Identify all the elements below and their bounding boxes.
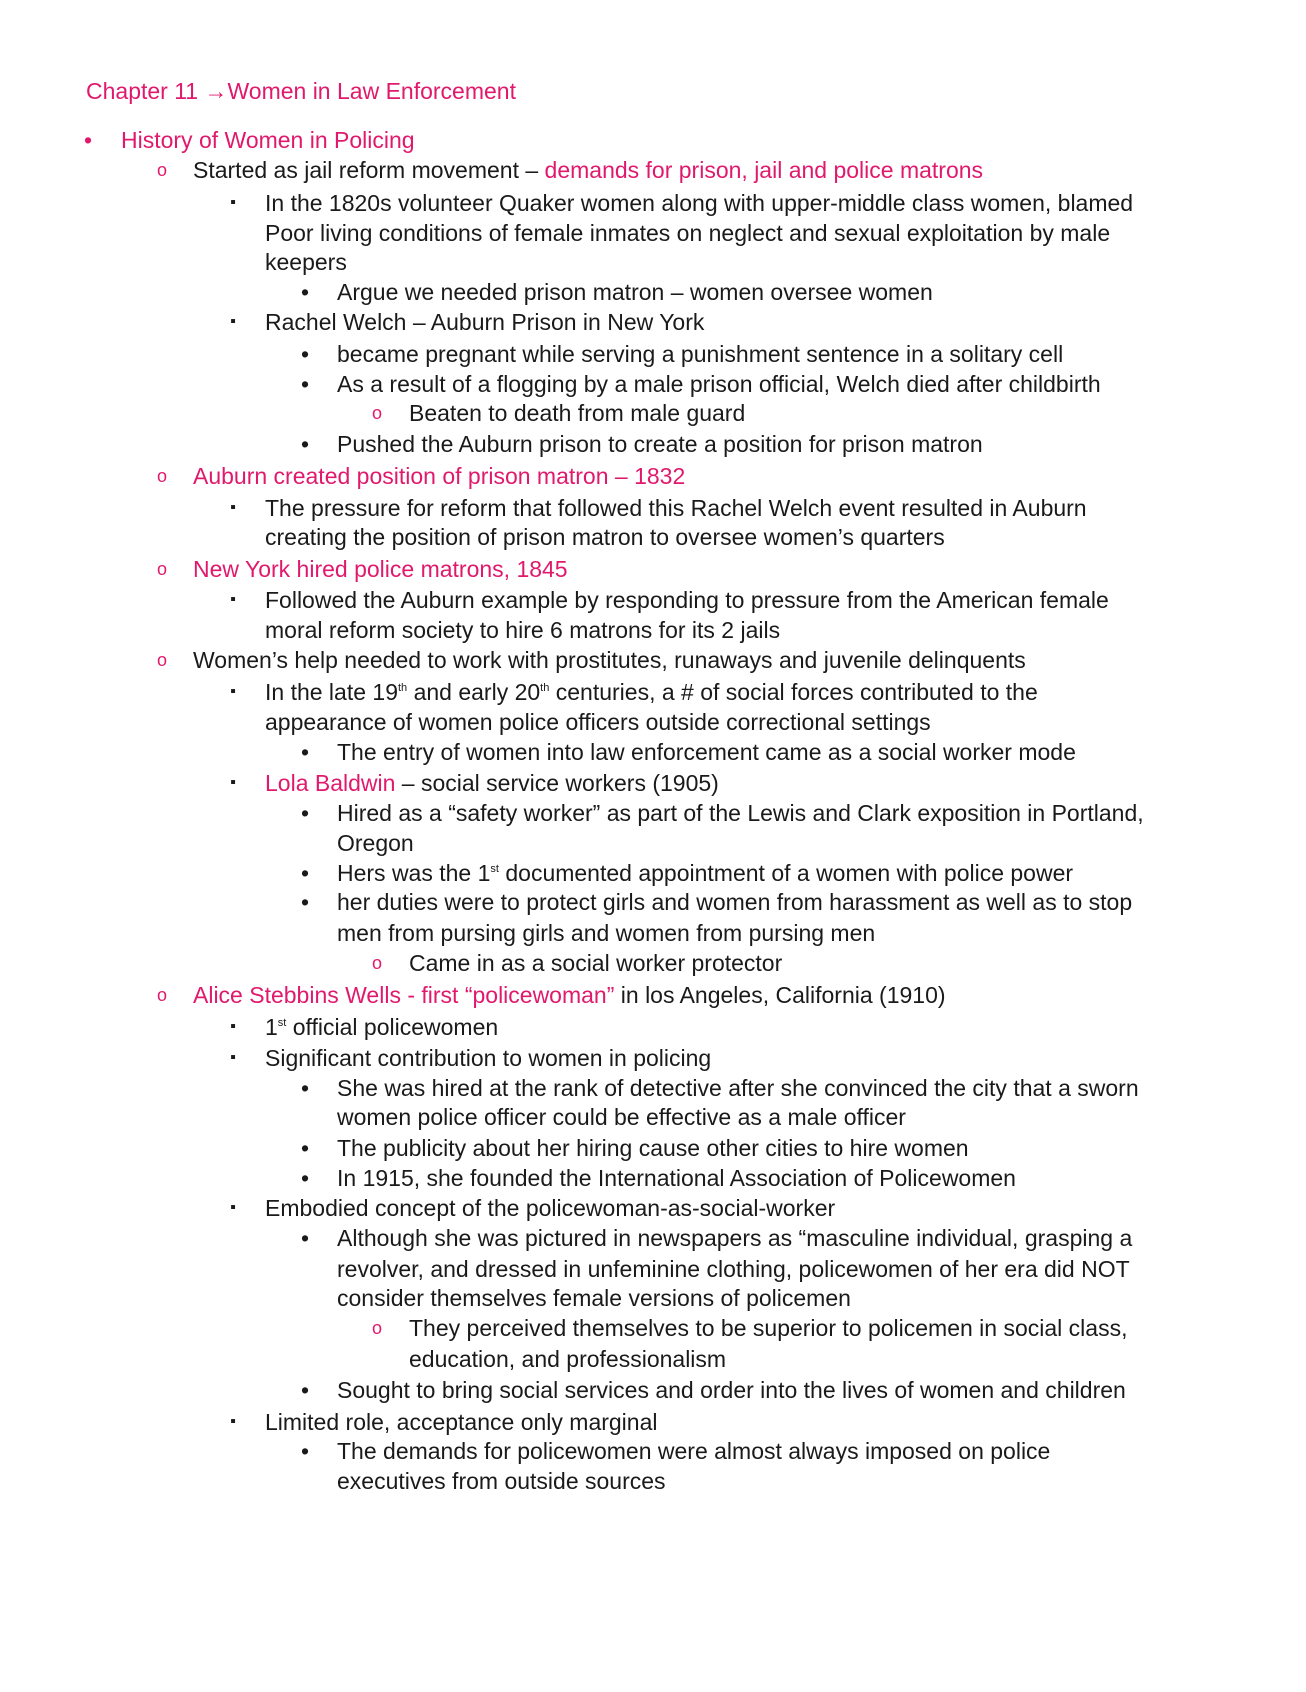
outline-line bbox=[193, 645, 1026, 675]
outline-line bbox=[337, 1436, 1050, 1466]
outline-line bbox=[337, 858, 1073, 888]
text-segment: Significant contribution to women in policing bbox=[265, 1045, 712, 1071]
outline-line bbox=[193, 461, 685, 491]
text-segment: Pushed the Auburn prison to create a position for prison matron bbox=[337, 431, 983, 457]
outline-line bbox=[409, 1313, 1127, 1343]
bullet-disc-icon: • bbox=[300, 431, 310, 457]
bullet-circle-icon: o bbox=[156, 985, 167, 1005]
text-segment: In the 1820s volunteer Quaker women along with upper-middle class women, blamed bbox=[265, 190, 1134, 216]
bullet-square-icon: ▪ bbox=[230, 194, 236, 211]
text-segment: Followed the Auburn example by responding to pressure from the American female bbox=[265, 587, 1109, 613]
outline-line bbox=[409, 948, 782, 978]
text-segment: Women’s help needed to work with prostitutes, runaways and juvenile delinquents bbox=[193, 647, 1026, 673]
bullet-circle-icon: o bbox=[371, 1318, 382, 1338]
bullet-disc-icon: • bbox=[300, 279, 310, 305]
bullet-disc-icon: • bbox=[300, 889, 310, 915]
text-segment: education, and professionalism bbox=[409, 1346, 727, 1372]
outline-line bbox=[409, 398, 745, 428]
text-segment: As a result of a flogging by a male prison official, Welch died after childbirth bbox=[337, 371, 1101, 397]
text-segment: keepers bbox=[265, 249, 347, 275]
text-segment: and early 20 bbox=[407, 679, 541, 705]
bullet-square-icon: ▪ bbox=[230, 1199, 236, 1216]
outline-line bbox=[121, 125, 415, 155]
outline-line bbox=[337, 887, 1132, 917]
text-segment: The demands for policewomen were almost always imposed on police bbox=[337, 1438, 1051, 1464]
outline-line bbox=[265, 585, 1109, 615]
text-segment: In 1915, she founded the International Association of Policewomen bbox=[337, 1165, 1016, 1191]
bullet-square-icon: ▪ bbox=[230, 774, 236, 791]
text-segment: centuries, a # of social forces contributed to the bbox=[549, 679, 1038, 705]
bullet-circle-icon: o bbox=[371, 403, 382, 423]
outline-line bbox=[193, 980, 946, 1010]
text-segment: The pressure for reform that followed this Rachel Welch event resulted in Auburn bbox=[265, 495, 1087, 521]
bullet-disc-icon: • bbox=[83, 127, 93, 153]
text-segment: Limited role, acceptance only marginal bbox=[265, 1409, 658, 1435]
text-segment: Sought to bring social services and order into the lives of women and children bbox=[337, 1377, 1126, 1403]
outline-line bbox=[409, 1344, 726, 1374]
text-segment: Poor living conditions of female inmates on neglect and sexual exploitation by male bbox=[265, 220, 1111, 246]
outline-line bbox=[337, 1375, 1126, 1405]
bullet-disc-icon: • bbox=[300, 1438, 310, 1464]
text-segment: women police officer could be effective as a male officer bbox=[337, 1104, 906, 1130]
bullet-disc-icon: • bbox=[300, 1165, 310, 1191]
outline-line bbox=[337, 1466, 666, 1496]
outline-line bbox=[337, 798, 1144, 828]
text-segment: Alice Stebbins Wells - first “policewoman” bbox=[193, 982, 615, 1008]
text-segment: revolver, and dressed in unfeminine clothing, policewomen of her era did NOT bbox=[337, 1256, 1130, 1282]
outline-line bbox=[265, 615, 780, 645]
bullet-disc-icon: • bbox=[300, 371, 310, 397]
text-segment: became pregnant while serving a punishment sentence in a solitary cell bbox=[337, 341, 1064, 367]
superscript: st bbox=[490, 863, 499, 875]
bullet-circle-icon: o bbox=[156, 559, 167, 579]
outline-line bbox=[337, 1133, 969, 1163]
bullet-square-icon: ▪ bbox=[230, 313, 236, 330]
outline-line bbox=[265, 677, 1038, 707]
arrow-icon: → bbox=[204, 78, 228, 104]
outline-line bbox=[337, 1254, 1130, 1284]
outline-line bbox=[265, 707, 931, 737]
outline-line bbox=[193, 155, 983, 185]
bullet-square-icon: ▪ bbox=[230, 683, 236, 700]
superscript: th bbox=[398, 682, 408, 694]
bullet-square-icon: ▪ bbox=[230, 591, 236, 608]
outline-line bbox=[265, 522, 945, 552]
text-segment: Embodied concept of the policewoman-as-social-worker bbox=[265, 1195, 836, 1221]
text-segment: – social service workers (1905) bbox=[395, 770, 719, 796]
text-segment: Auburn created position of prison matron – 1832 bbox=[193, 463, 686, 489]
outline-line bbox=[337, 828, 414, 858]
outline-line bbox=[265, 1012, 498, 1042]
text-segment: Although she was pictured in newspapers as “masculine individual, grasping a bbox=[337, 1225, 1133, 1251]
bullet-disc-icon: • bbox=[300, 1075, 310, 1101]
bullet-disc-icon: • bbox=[300, 800, 310, 826]
text-segment: She was hired at the rank of detective after she convinced the city that a sworn bbox=[337, 1075, 1139, 1101]
outline-line bbox=[337, 1223, 1132, 1253]
text-segment: appearance of women police officers outside correctional settings bbox=[265, 709, 931, 735]
text-segment: Hired as a “safety worker” as part of the Lewis and Clark exposition in Portland, bbox=[337, 800, 1144, 826]
bullet-circle-icon: o bbox=[156, 650, 167, 670]
text-segment: consider themselves female versions of policemen bbox=[337, 1285, 851, 1311]
bullet-disc-icon: • bbox=[300, 1225, 310, 1251]
text-segment: Beaten to death from male guard bbox=[409, 400, 746, 426]
bullet-circle-icon: o bbox=[156, 160, 167, 180]
outline-line bbox=[337, 737, 1076, 767]
bullet-circle-icon: o bbox=[156, 466, 167, 486]
text-segment: official policewomen bbox=[286, 1014, 499, 1040]
text-segment: Lola Baldwin bbox=[265, 770, 396, 796]
outline-line bbox=[337, 1283, 851, 1313]
text-segment: The entry of women into law enforcement came as a social worker mode bbox=[337, 739, 1076, 765]
text-segment: 1 bbox=[265, 1014, 278, 1040]
outline-line bbox=[337, 1073, 1139, 1103]
bullet-square-icon: ▪ bbox=[230, 1018, 236, 1035]
text-segment: executives from outside sources bbox=[337, 1468, 666, 1494]
page-title bbox=[86, 76, 516, 106]
title-chapter: Chapter 11 bbox=[86, 78, 205, 104]
bullet-square-icon: ▪ bbox=[230, 499, 236, 516]
outline-line bbox=[265, 307, 704, 337]
superscript: th bbox=[540, 682, 550, 694]
text-segment: in los Angeles, California (1910) bbox=[614, 982, 946, 1008]
text-segment: New York hired police matrons, 1845 bbox=[193, 556, 568, 582]
text-segment: demands for prison, jail and police matrons bbox=[544, 157, 984, 183]
text-segment: Came in as a social worker protector bbox=[409, 950, 783, 976]
text-segment: Started as jail reform movement – bbox=[193, 157, 545, 183]
outline-line bbox=[265, 493, 1087, 523]
text-segment: In the late 19 bbox=[265, 679, 398, 705]
text-segment: her duties were to protect girls and women from harassment as well as to stop bbox=[337, 889, 1133, 915]
text-segment: History of Women in Policing bbox=[121, 127, 415, 153]
text-segment: Oregon bbox=[337, 830, 414, 856]
text-segment: documented appointment of a women with police power bbox=[498, 860, 1074, 886]
text-segment: Argue we needed prison matron – women oversee women bbox=[337, 279, 933, 305]
bullet-disc-icon: • bbox=[300, 341, 310, 367]
text-segment: moral reform society to hire 6 matrons for its 2 jails bbox=[265, 617, 781, 643]
outline-line bbox=[265, 768, 719, 798]
outline-line bbox=[337, 918, 875, 948]
bullet-disc-icon: • bbox=[300, 860, 310, 886]
bullet-disc-icon: • bbox=[300, 1377, 310, 1403]
bullet-disc-icon: • bbox=[300, 1135, 310, 1161]
outline-line bbox=[265, 218, 1110, 248]
outline-line bbox=[265, 1193, 835, 1223]
outline-line bbox=[337, 1102, 906, 1132]
outline-line bbox=[265, 1407, 657, 1437]
outline-line bbox=[337, 277, 933, 307]
outline-line bbox=[265, 188, 1133, 218]
outline-line bbox=[265, 1043, 711, 1073]
outline-line bbox=[193, 554, 568, 584]
outline-line bbox=[337, 369, 1101, 399]
bullet-square-icon: ▪ bbox=[230, 1413, 236, 1430]
bullet-square-icon: ▪ bbox=[230, 1049, 236, 1066]
text-segment: Hers was the 1 bbox=[337, 860, 491, 886]
bullet-disc-icon: • bbox=[300, 739, 310, 765]
outline-line bbox=[337, 1163, 1016, 1193]
text-segment: Rachel Welch – Auburn Prison in New York bbox=[265, 309, 705, 335]
outline-line bbox=[337, 339, 1063, 369]
title-topic: Women in Law Enforcement bbox=[227, 78, 516, 104]
superscript: st bbox=[277, 1017, 287, 1029]
outline-line bbox=[265, 247, 347, 277]
bullet-circle-icon: o bbox=[371, 953, 382, 973]
text-segment: men from pursing girls and women from pursing men bbox=[337, 920, 876, 946]
outline-line bbox=[337, 429, 983, 459]
text-segment: creating the position of prison matron to oversee women’s quarters bbox=[265, 524, 945, 550]
text-segment: They perceived themselves to be superior to policemen in social class, bbox=[409, 1315, 1128, 1341]
text-segment: The publicity about her hiring cause other cities to hire women bbox=[337, 1135, 969, 1161]
